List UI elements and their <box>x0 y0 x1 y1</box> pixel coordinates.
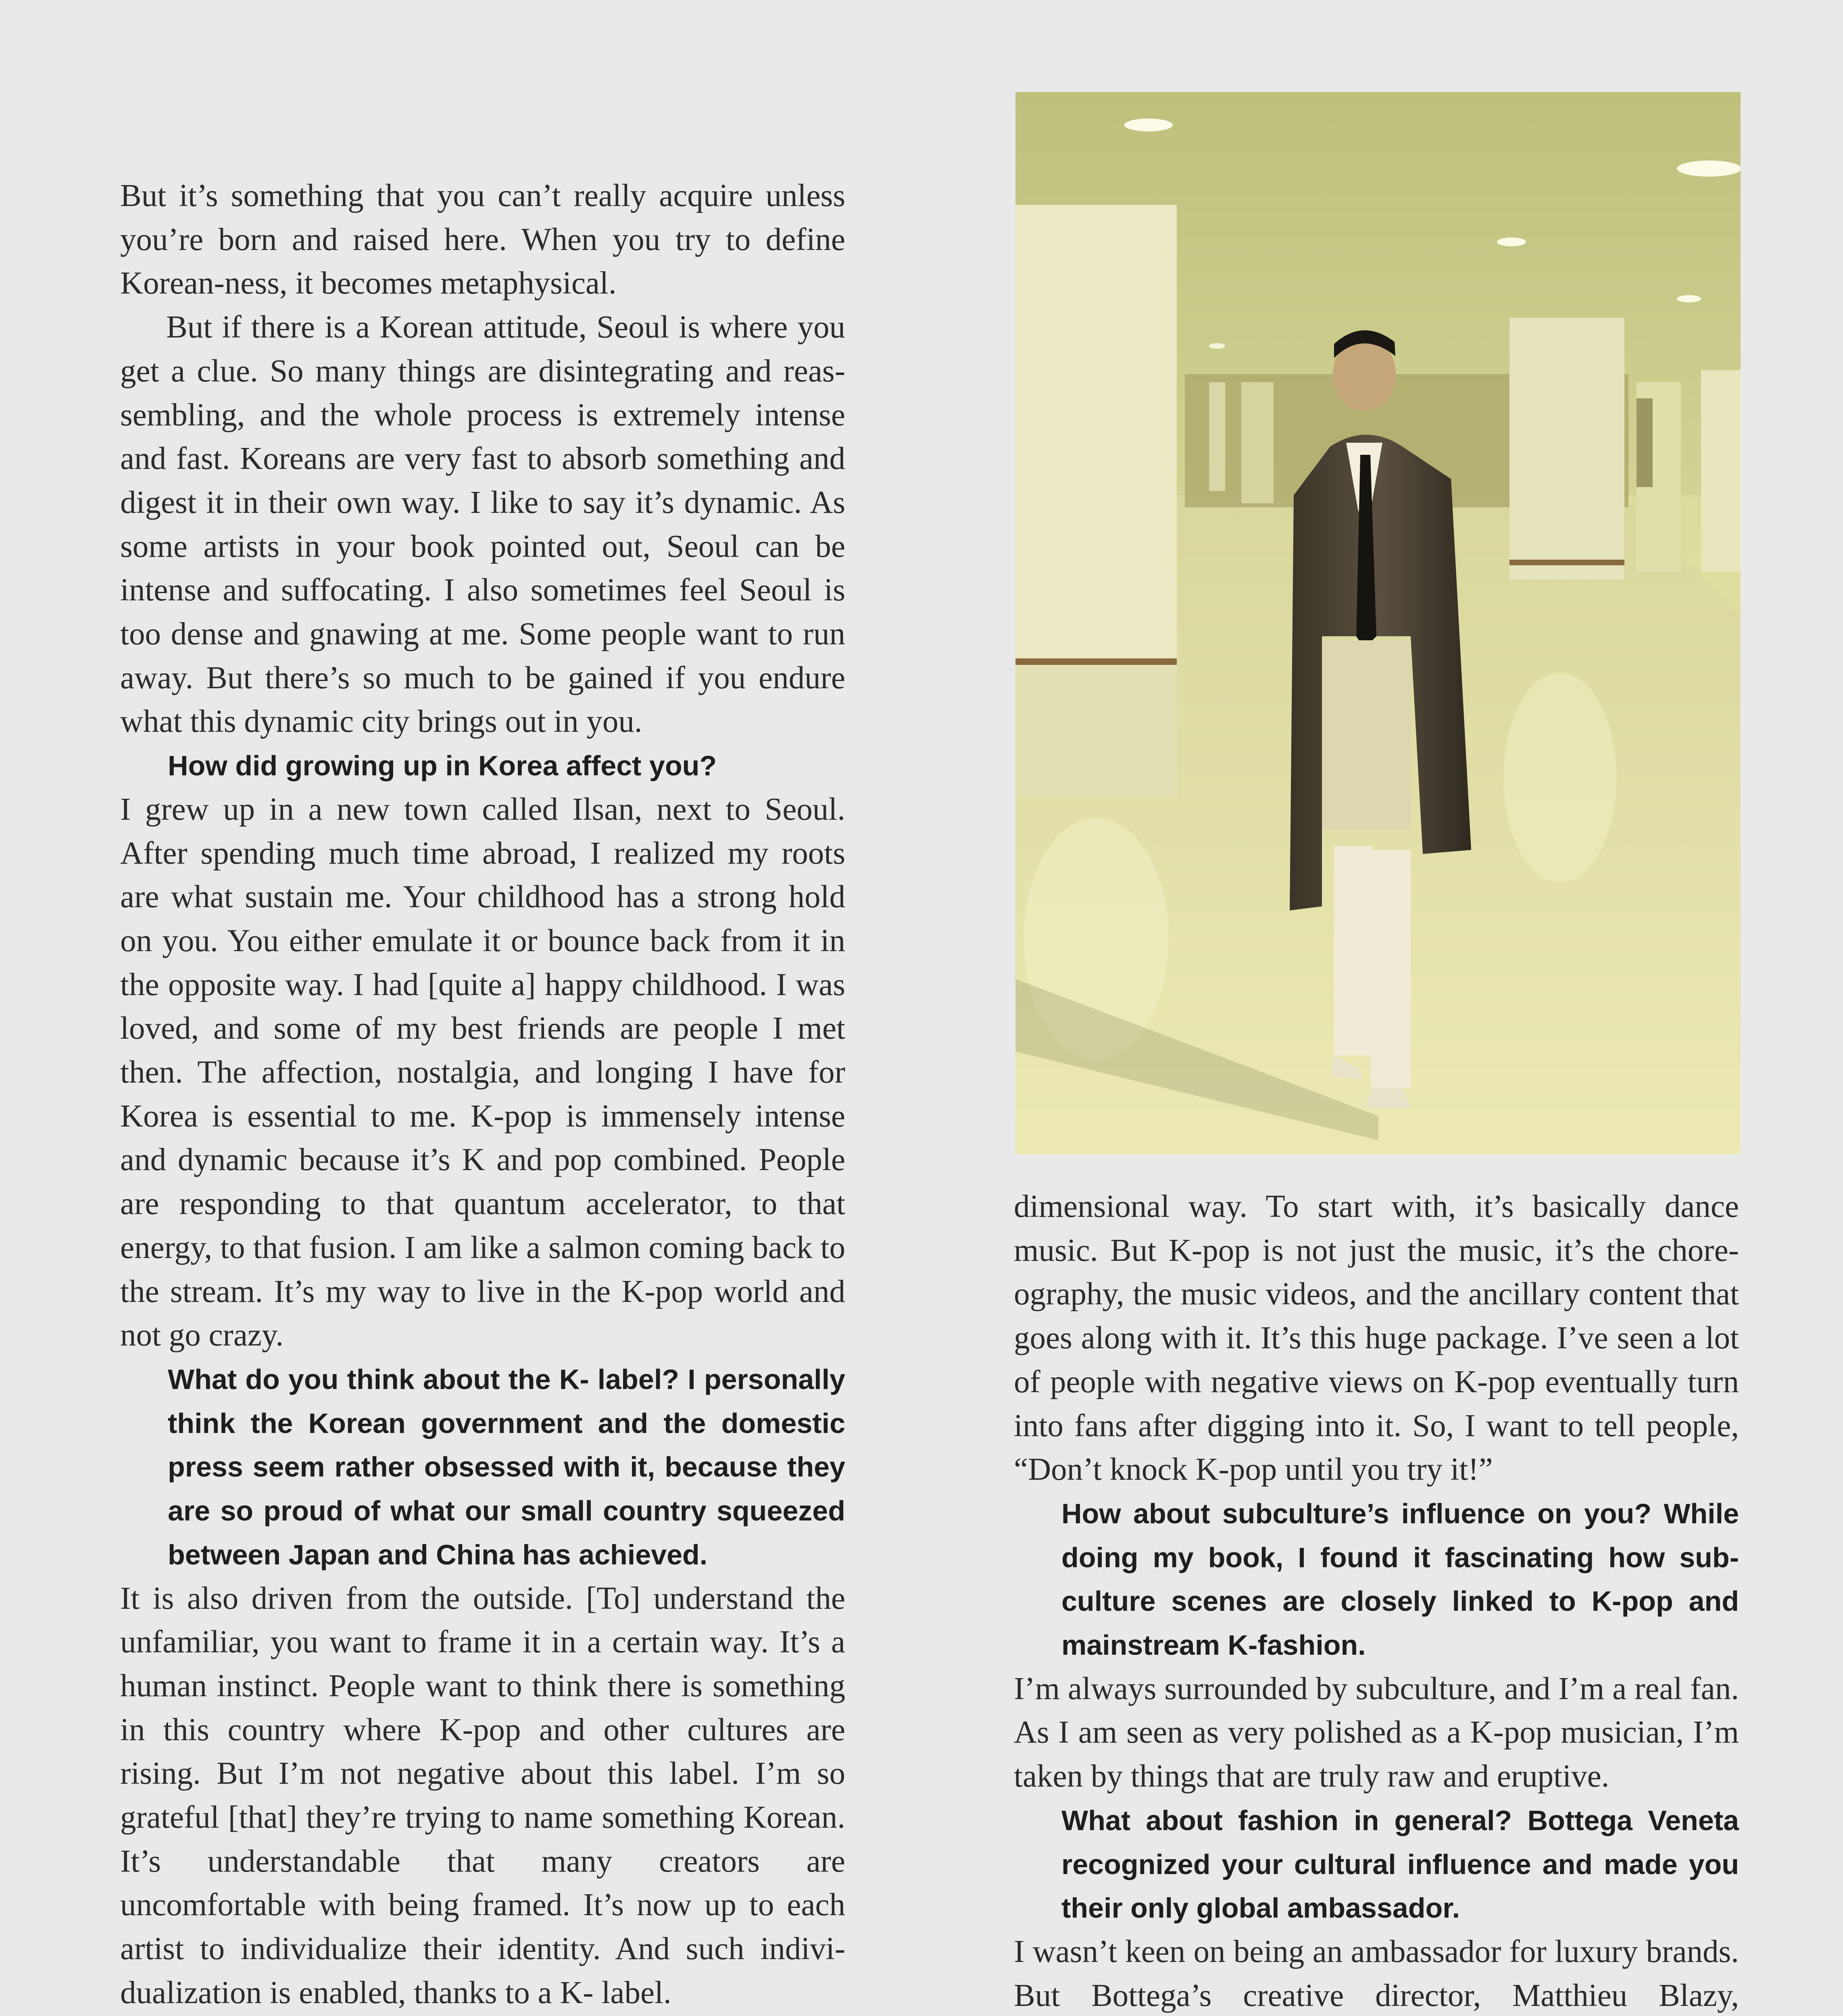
article-right-column <box>1014 1185 1739 2016</box>
interview-answer: dimensional way. To start with, it’s basically dance music. But K-pop is not just the music, it’s the choreography, the music videos, and the ancillary content that goes along with it. It’s this huge package. I’ve seen a lot of people with negative views on K-pop eventually turn into fans after digging into it. So, I want to tell people, “Don’t knock K-pop until you try it!” <box>1014 1189 1739 1487</box>
interview-answer: I grew up in a new town called Ilsan, next to Seoul. After spending much time abroad, I realized my roots are what sustain me. Your childhood has a strong hold on you. You either emulate it or bounce back from it in the opposite way. I had [quite a] happy childhood. I was loved, and some of my best friends are people I met then. The affection, nostalgia, and longing I have for Korea is essential to me. K-pop is immensely intense and dynamic because it’s K and pop combined. People are responding to that quantum accelerator, to that energy, to that fusion. I am like a salmon coming back to the stream. It’s my way to live in the K-pop world and not go crazy. <box>120 791 845 1353</box>
interview-question: How did growing up in Korea affect you? <box>168 750 717 782</box>
paragraph: But if there is a Korean attitude, Seoul is where you get a clue. So many things are disintegrating and reassembling, and the whole process is extremely intense and fast. Koreans are very fast to absorb something and digest it in their own way. I like to say it’s dynamic. As some artists in your book pointed out, Seoul can be intense and suffocating. I also sometimes feel Seoul is too dense and gnawing at me. Some people want to run away. But there’s so much to be gained if you endure what this dynamic city brings out in you. <box>120 310 845 739</box>
interview-answer: I wasn’t keen on being an ambassador for luxury brands. But Bottega’s creative director, Matthieu Blazy, <box>1014 1934 1739 2013</box>
hallway-photo-illustration <box>1015 92 1741 1154</box>
paragraph: But it’s something that you can’t really acquire unless you’re born and raised here. When you try to define Korean-ness, it becomes metaphysical. <box>120 178 845 301</box>
editorial-photo <box>1015 92 1741 1154</box>
interview-answer: It is also driven from the outside. [To] understand the unfamiliar, you want to frame it in a certain way. It’s a human instinct. People want to think there is something in this country where K-pop and other cultures are rising. But I’m not negative about this label. I’m so grateful [that] they’re trying to name something Korean. It’s understandable that many creators are uncomfortable with being framed. It’s now up to each artist to individualize their identity. And such individualization is enabled, thanks to a K- label. <box>120 1581 845 2010</box>
interview-question: What do you think about the K- label? I personally think the Korean government and the domestic press seem rather obsessed with it, because they are so proud of what our small country squeezed between Japan and China has achieved. <box>168 1363 845 1570</box>
interview-question: How about subculture’s influence on you? While doing my book, I found it fascinating how subculture scenes are closely linked to K-pop and mainstream K-fashion. <box>1061 1497 1739 1661</box>
article-left-column <box>120 174 845 2016</box>
interview-answer: I’m always surrounded by subculture, and I’m a real fan. As I am seen as very polished as a K-pop musician, I’m taken by things that are truly raw and eruptive. <box>1014 1671 1739 1794</box>
interview-question: What about fashion in general? Bottega Veneta recognized your cultural influence and made you their only global ambassador. <box>1061 1804 1739 1924</box>
